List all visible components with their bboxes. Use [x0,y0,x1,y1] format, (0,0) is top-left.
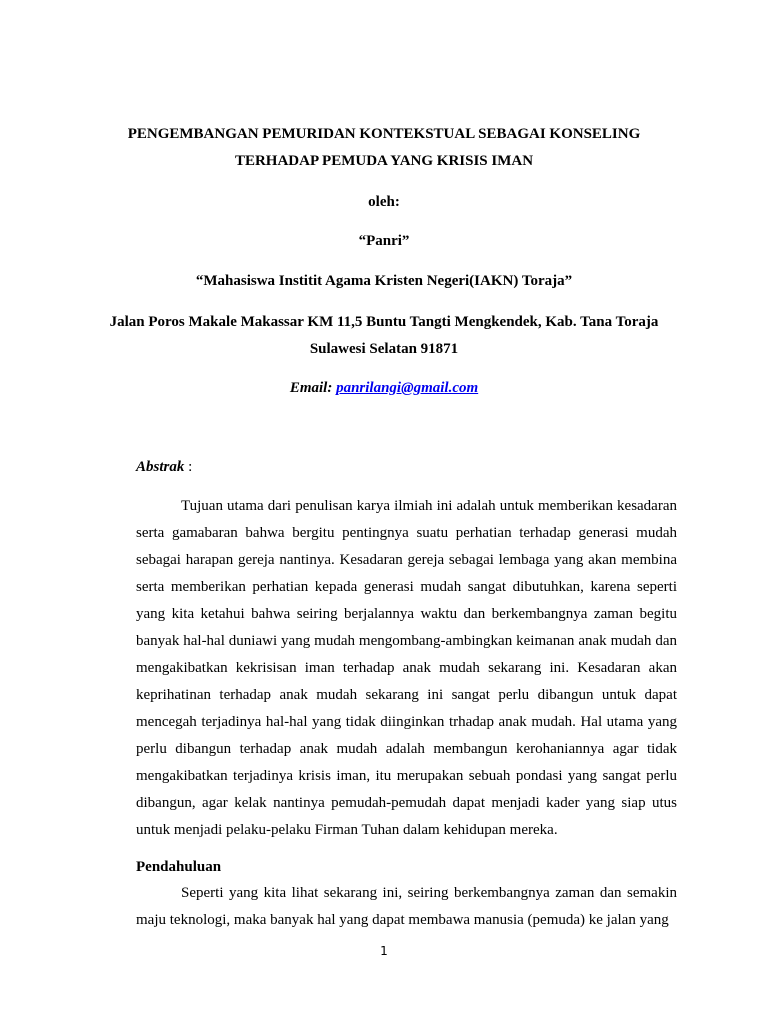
abstract-heading [136,458,192,476]
author-name: “Panri” [358,233,410,249]
email-label: Email: [289,380,333,396]
address-line-2: Sulawesi Selatan 91871 [309,341,459,357]
abstract-colon: : [184,459,193,475]
title-line-1: PENGEMBANGAN PEMURIDAN KONTEKSTUAL SEBAGAI KONSELING [127,126,641,142]
by-label: oleh: [368,194,400,210]
introduction-heading: Pendahuluan [136,859,222,875]
author-affiliation: “Mahasiswa Institit Agama Kristen Negeri(IAKN) Toraja” [195,273,573,289]
title-line-2: TERHADAP PEMUDA YANG KRISIS IMAN [234,153,534,169]
introduction-paragraph: Seperti yang kita lihat sekarang ini, seiring berkembangnya zaman dan semakin maju teknologi, maka banyak hal yang dapat membawa manusia (pemuda) ke jalan yang [136,885,677,928]
email-link[interactable]: panrilangi@gmail.com [336,380,479,396]
address-line-1: Jalan Poros Makale Makassar KM 11,5 Buntu Tangti Mengkendek, Kab. Tana Toraja [109,314,659,330]
page-number: 1 [380,944,388,958]
abstract-label: Abstrak [136,459,185,475]
email-line [60,379,708,397]
abstract-paragraph: Tujuan utama dari penulisan karya ilmiah ini adalah untuk memberikan kesadaran serta gamabaran bahwa bergitu pentingnya suatu perhatian terhadap generasi mudah sebagai harapan gereja nantinya. Kesadaran gereja sebagai lembaga yang akan membina serta memberikan perhatian kepada generasi mudah sangat dibutuhkan, karena seperti yang kita ketahui bahwa seiring berjalannya waktu dan berkembangnya zaman begitu banyak hal-hal duniawi yang mudah mengombang-ambingkan keimanan anak mudah dan mengakibatkan kekrisisan iman terhadap anak mudah sekarang ini. Kesadaran akan keprihatinan terhadap anak mudah sekarang ini sangat perlu dibangun untuk dapat mencegah terjadinya hal-hal yang tidak diinginkan trhadap anak mudah. Hal utama yang perlu dibangun terhadap anak mudah adalah membangun kerohaniannya agar tidak mengakibatkan terjadinya krisis iman, itu merupakan sebuah pondasi yang sangat perlu dibangun, agar kelak nantinya pemudah-pemudah dapat menjadi kader yang siap utus untuk menjadi pelaku-pelaku Firman Tuhan dalam kehidupan mereka. [136,498,677,838]
